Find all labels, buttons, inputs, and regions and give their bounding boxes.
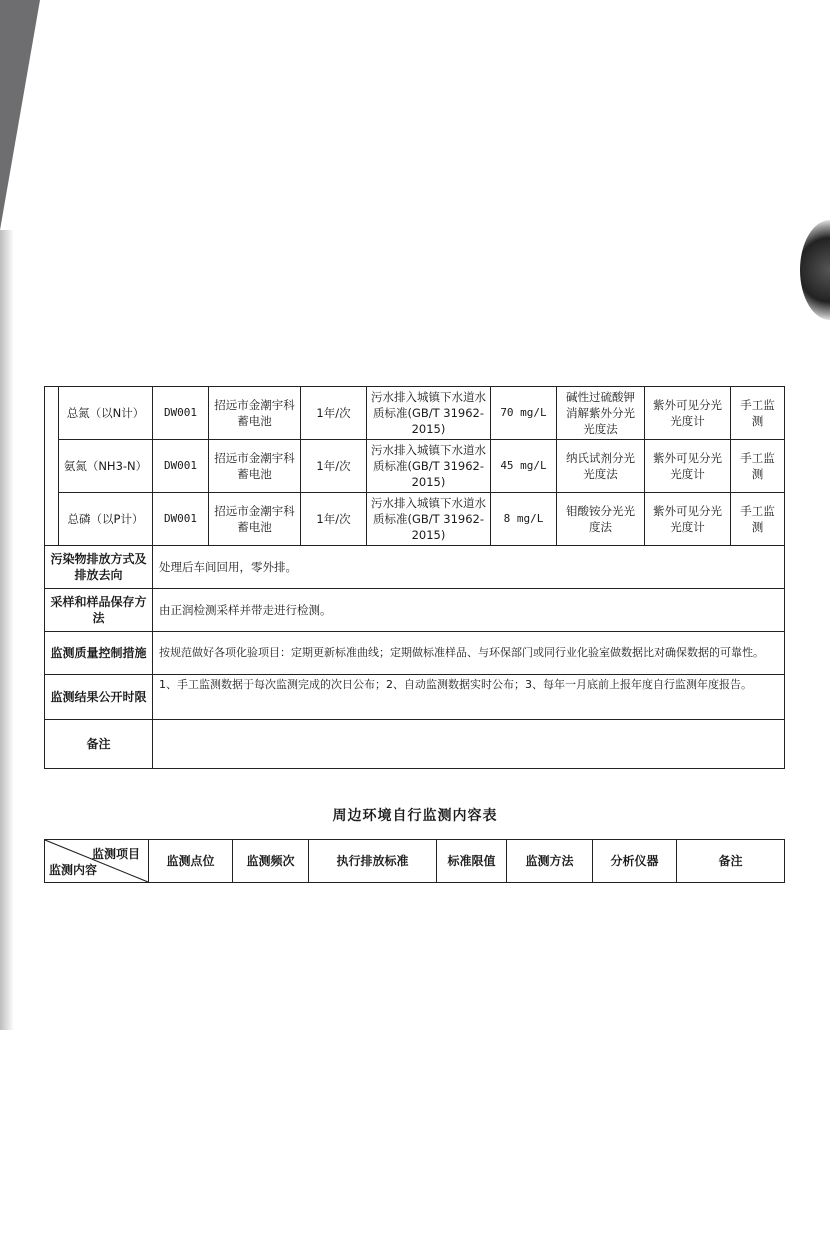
analysis-instrument: 紫外可见分光光度计 [645,493,731,546]
table-row [45,493,785,546]
monitoring-point: DW001 [153,493,209,546]
surrounding-monitoring-table [44,839,785,883]
header-remarks: 备注 [677,840,785,883]
header-frequency: 监测频次 [233,840,309,883]
binder-hole-right [800,220,830,320]
monitoring-mode: 手工监测 [731,387,785,440]
pollution-discharge-label: 污染物排放方式及排放去向 [45,546,153,589]
table-header-row [45,840,785,883]
monitoring-method: 钼酸铵分光光度法 [557,493,645,546]
analysis-instrument: 紫外可见分光光度计 [645,440,731,493]
results-disclosure-value: 1、手工监测数据于每次监测完成的次日公布；2、自动监测数据实时公布；3、每年一月底前上报年度自行监测年度报告。 [153,675,785,720]
diagonal-header-cell [45,840,149,883]
sampling-row [45,589,785,632]
monitoring-frequency: 1年/次 [301,387,367,440]
monitoring-item: 总磷（以P计） [59,493,153,546]
monitoring-method: 纳氏试剂分光光度法 [557,440,645,493]
standard-limit: 70 mg/L [491,387,557,440]
monitoring-mode: 手工监测 [731,440,785,493]
table-row [45,387,785,440]
monitoring-item: 氨氮（NH3-N） [59,440,153,493]
quality-control-label: 监测质量控制措施 [45,632,153,675]
remarks-label: 备注 [45,720,153,769]
scan-shadow-left-edge [0,230,14,1030]
header-limit: 标准限值 [437,840,507,883]
header-method: 监测方法 [507,840,593,883]
header-monitoring-content: 监测内容 [49,863,98,877]
pollutant-monitoring-table [44,386,785,769]
monitoring-item: 总氮（以N计） [59,387,153,440]
standard-limit: 8 mg/L [491,493,557,546]
monitoring-location: 招远市金潮宇科蓄电池 [209,387,301,440]
sampling-value: 由正润检测采样并带走进行检测。 [153,589,785,632]
monitoring-frequency: 1年/次 [301,440,367,493]
pollution-discharge-row [45,546,785,589]
monitoring-point: DW001 [153,440,209,493]
header-standard: 执行排放标准 [309,840,437,883]
monitoring-point: DW001 [153,387,209,440]
results-disclosure-label: 监测结果公开时限 [45,675,153,720]
surrounding-table-title: 周边环境自行监测内容表 [332,808,498,824]
remarks-value [153,720,785,769]
monitoring-location: 招远市金潮宇科蓄电池 [209,440,301,493]
discharge-standard: 污水排入城镇下水道水质标准(GB/T 31962-2015) [367,387,491,440]
sampling-label: 采样和样品保存方法 [45,589,153,632]
header-point: 监测点位 [149,840,233,883]
pollution-discharge-value: 处理后车间回用，零外排。 [153,546,785,589]
monitoring-location: 招远市金潮宇科蓄电池 [209,493,301,546]
remarks-row [45,720,785,769]
monitoring-method: 碱性过硫酸钾消解紫外分光光度法 [557,387,645,440]
quality-control-row [45,632,785,675]
discharge-standard: 污水排入城镇下水道水质标准(GB/T 31962-2015) [367,440,491,493]
monitoring-mode: 手工监测 [731,493,785,546]
analysis-instrument: 紫外可见分光光度计 [645,387,731,440]
quality-control-value: 按规范做好各项化验项目：定期更新标准曲线；定期做标准样品、与环保部门或同行业化验室做数据比对确保数据的可靠性。 [153,632,785,675]
results-disclosure-row [45,675,785,720]
table-row [45,440,785,493]
header-instrument: 分析仪器 [593,840,677,883]
header-monitoring-item: 监测项目 [91,847,140,861]
discharge-standard: 污水排入城镇下水道水质标准(GB/T 31962-2015) [367,493,491,546]
scan-shadow-top-left [0,0,40,230]
monitoring-frequency: 1年/次 [301,493,367,546]
row-group-spacer [45,387,59,546]
standard-limit: 45 mg/L [491,440,557,493]
